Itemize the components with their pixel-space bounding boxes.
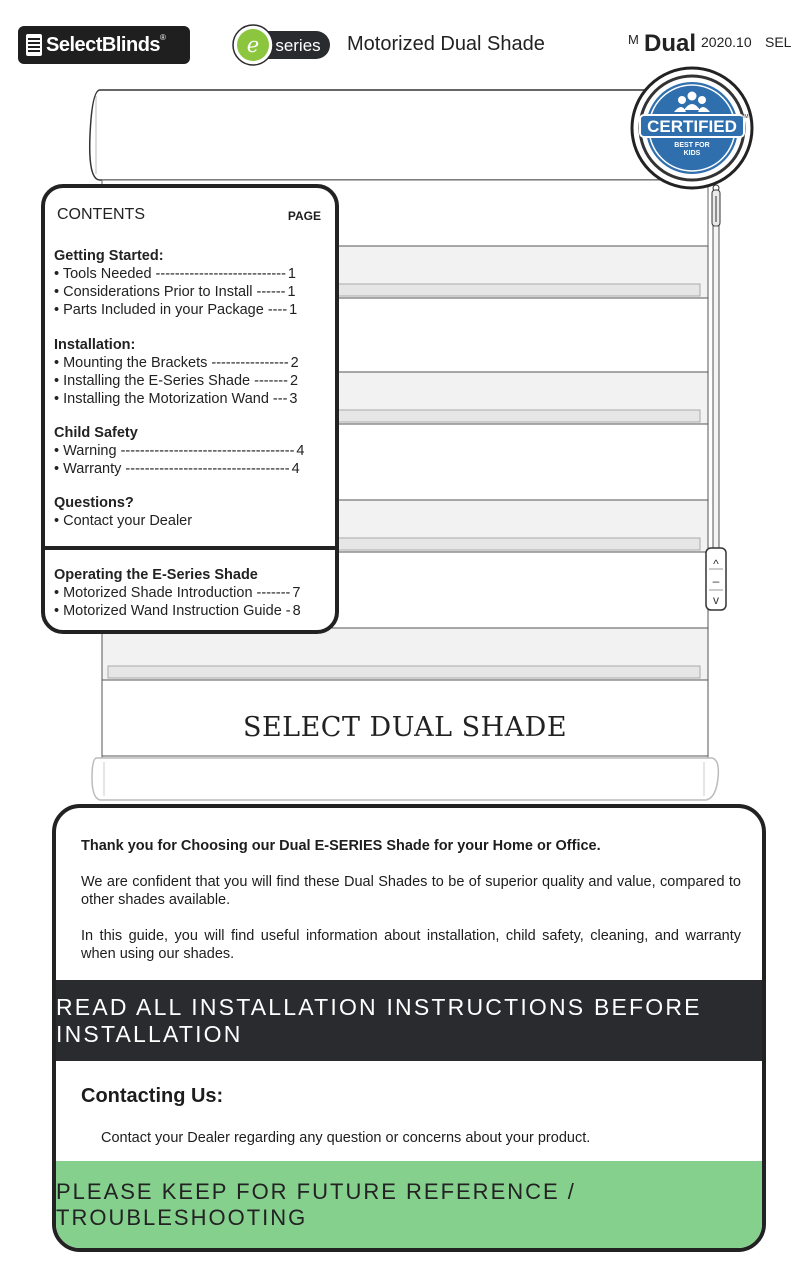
wand-stop-button: – <box>712 574 720 588</box>
version-number: 2020.10 <box>701 34 752 50</box>
motorization-wand <box>706 185 726 610</box>
contact-heading: Contacting Us: <box>81 1085 224 1107</box>
toc-section-child-safety <box>54 424 329 478</box>
contents-heading: CONTENTS <box>57 206 145 223</box>
table-of-contents <box>41 184 339 634</box>
wand-up-button: ^ <box>713 557 719 571</box>
toc-item: • Warning ------------------------------------ 4 <box>54 443 305 459</box>
shade-label: SELECT DUAL SHADE <box>242 712 568 743</box>
badge-best-for-text: BEST FOR <box>674 142 710 149</box>
badge-kids-text: KIDS <box>683 150 701 157</box>
eseries-logo-letter: e <box>246 33 260 57</box>
toc-section-title: Installation: <box>54 337 136 353</box>
toc-section-getting-started <box>54 247 329 319</box>
toc-item: • Warranty ---------------------------------- 4 <box>54 461 300 477</box>
toc-item: • Contact your Dealer <box>54 513 193 529</box>
toc-section-title: Operating the E-Series Shade <box>54 567 258 583</box>
toc-section-title: Child Safety <box>54 425 138 441</box>
toc-item: • Considerations Prior to Install ------ 1 <box>54 284 296 300</box>
intro-paragraph-2: In this guide, you will find useful information about installation, child safety, cleaning, and warranty when using our shades. <box>81 928 741 962</box>
toc-section-title: Getting Started: <box>54 248 164 264</box>
toc-section-questions <box>54 494 329 530</box>
toc-item: • Installing the E-Series Shade ------- 2 <box>54 373 299 389</box>
wand-down-button: v <box>713 593 719 607</box>
toc-item: • Parts Included in your Package ---- 1 <box>54 302 298 318</box>
badge-certified-text: CERTIFIED <box>647 117 737 136</box>
toc-section-operating <box>54 566 329 620</box>
toc-section-title: Questions? <box>54 495 134 511</box>
keep-for-reference-banner: PLEASE KEEP FOR FUTURE REFERENCE / TROUBLESHOOTING <box>56 1161 762 1248</box>
message-panel <box>52 804 766 1252</box>
contact-text: Contact your Dealer regarding any question or concerns about your product. <box>101 1130 591 1146</box>
registered-mark: ® <box>160 33 166 42</box>
toc-item: • Mounting the Brackets ---------------- 2 <box>54 355 299 371</box>
thank-you-heading: Thank you for Choosing our Dual E-SERIES Shade for your Home or Office. <box>81 838 601 854</box>
badge-tm: TM <box>741 114 749 120</box>
headrail <box>90 90 712 180</box>
brand-name: SelectBlinds <box>46 33 161 56</box>
model-code: M <box>628 32 639 47</box>
toc-item: • Motorized Wand Instruction Guide - 8 <box>54 603 301 619</box>
contents-divider <box>45 546 335 550</box>
document-title: Motorized Dual Shade <box>347 33 545 55</box>
toc-item: • Tools Needed --------------------------- 1 <box>54 266 296 282</box>
contents-page-heading: PAGE <box>287 209 321 223</box>
read-instructions-banner: READ ALL INSTALLATION INSTRUCTIONS BEFORE INSTALLATION <box>56 980 762 1061</box>
intro-paragraph-1: We are confident that you will find these Dual Shades to be of superior quality and value, compared to other shades available. <box>81 874 741 908</box>
sel-code: SEL <box>765 34 792 50</box>
eseries-logo-text: series <box>275 36 321 55</box>
model-name: Dual <box>644 30 697 57</box>
certified-best-for-kids-badge <box>630 66 754 190</box>
toc-item: • Installing the Motorization Wand --- 3 <box>54 391 298 407</box>
toc-item: • Motorized Shade Introduction ------- 7 <box>54 585 301 601</box>
bottom-rail <box>92 758 718 800</box>
toc-section-installation <box>54 336 329 408</box>
